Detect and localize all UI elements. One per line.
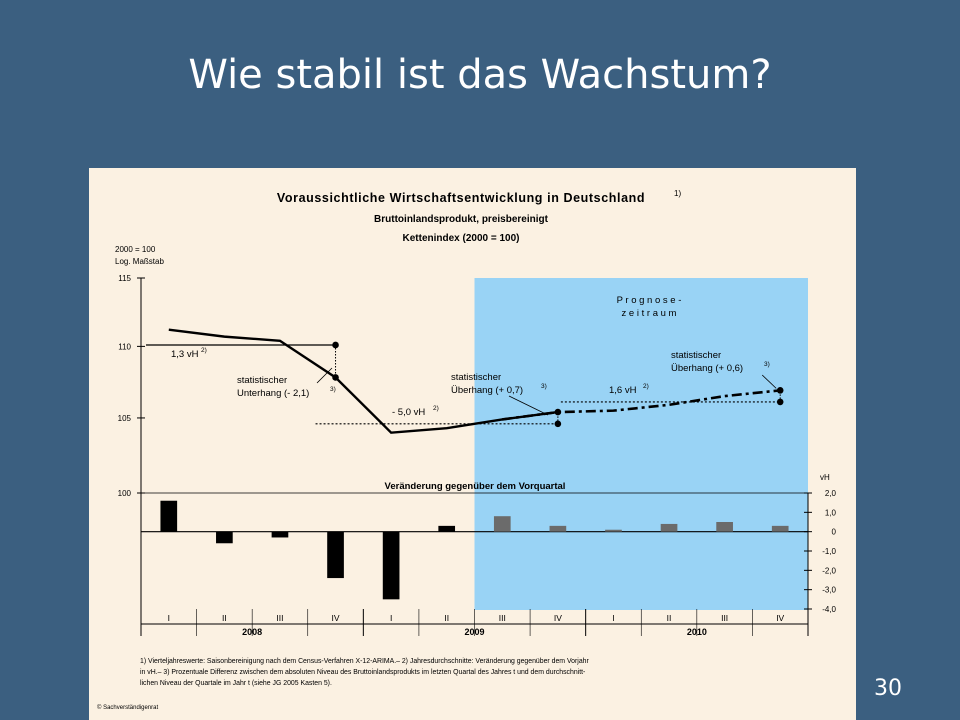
quarter-label: IV (553, 613, 562, 623)
y-axis-label-1: 2000 = 100 (115, 245, 156, 254)
line-y-tick-label: 105 (117, 413, 131, 423)
bar-y-tick-label: 0 (831, 527, 836, 537)
annotation-carry-2009-a: statistischer (451, 372, 502, 383)
footnote-line-3: lichen Niveau der Quartale im Jahr t (siehe JG 2005 Kasten 5). (140, 680, 332, 687)
annotation-avg-2009: - 5,0 vH (392, 407, 426, 418)
bar-y-tick-label: -3,0 (822, 585, 836, 595)
quarter-label: II (444, 613, 450, 623)
line-y-tick-label: 115 (118, 274, 131, 283)
bar-y-tick-label: 2,0 (824, 489, 836, 498)
quarter-label: I (612, 613, 615, 623)
carry-over-dot-quarter (332, 374, 339, 381)
bar (550, 526, 567, 532)
quarter-label: III (721, 613, 729, 623)
quarter-label: IV (776, 613, 785, 623)
annotation-carry-2009-b: Überhang (+ 0,7) (451, 385, 524, 396)
bar (716, 522, 733, 532)
annotation-carry-2009-note: 3) (541, 383, 547, 390)
bar (272, 532, 289, 538)
year-label: 2008 (242, 627, 263, 637)
bar (772, 526, 789, 532)
annotation-avg-2010: 1,6 vH (609, 385, 637, 396)
forecast-label-2: z e i t r a u m (621, 308, 677, 319)
chart-title: Voraussichtliche Wirtschaftsentwicklung in Deutschland (276, 191, 646, 205)
quarter-label: II (222, 613, 227, 623)
annotation-avg-2008-note: 2) (201, 347, 207, 354)
line-y-tick-label: 100 (117, 489, 131, 498)
year-label: 2009 (464, 627, 485, 637)
bar (438, 526, 455, 532)
forecast-label-1: P r o g n o s e - (616, 295, 682, 306)
bar-y-axis-label: vH (820, 473, 830, 482)
y-axis-label-2: Log. Maßstab (115, 257, 164, 266)
copyright-note: © Sachverständigenrat (97, 705, 159, 711)
carry-over-dot-average (555, 421, 562, 428)
chart-svg (89, 168, 856, 720)
annotation-carry-2010-note: 3) (764, 361, 770, 368)
carry-over-dot-quarter (777, 387, 784, 394)
bar (605, 530, 622, 532)
quarter-label: IV (331, 613, 340, 623)
bar-chart-title: Veränderung gegenüber dem Vorquartal (384, 481, 566, 492)
annotation-avg-2008: 1,3 vH (171, 349, 199, 360)
quarter-label: III (276, 613, 284, 623)
bar (494, 516, 511, 531)
chart-figure (89, 168, 856, 720)
chart-subtitle-1: Bruttoinlandsprodukt, preisbereinigt (374, 214, 548, 225)
bar (383, 532, 400, 600)
quarter-label: I (167, 613, 170, 623)
quarter-label: II (666, 613, 672, 623)
bar-y-tick-label: -1,0 (822, 547, 836, 556)
annotation-carry-2010-a: statistischer (671, 350, 722, 361)
slide-number: 30 (874, 676, 902, 701)
carry-over-dot-average (777, 399, 784, 406)
annotation-avg-2009-note: 2) (433, 405, 439, 412)
bar (216, 532, 233, 544)
footnote-line-1: 1) Vierteljahreswerte: Saisonbereinigung nach dem Census-Verfahren X-12-ARIMA.– 2) Jahresdurchschnitte: Veränderung gegenüber dem Vorjahr (140, 658, 589, 665)
chart-title-note: 1) (674, 189, 682, 198)
chart-subtitle-2: Kettenindex (2000 = 100) (402, 233, 520, 244)
annotation-avg-2010-note: 2) (643, 383, 649, 390)
year-label: 2010 (686, 627, 707, 637)
carry-over-dot-average (332, 342, 339, 349)
bar (327, 532, 344, 578)
annotation-carry-2008-b: Unterhang (- 2,1) (237, 388, 310, 399)
bar (160, 501, 177, 532)
annotation-carry-2008-a: statistischer (237, 375, 288, 386)
forecast-area (475, 278, 809, 610)
slide-title: Wie stabil ist das Wachstum? (188, 52, 772, 98)
annotation-carry-2008-note: 3) (330, 386, 336, 393)
quarter-label: III (498, 613, 506, 623)
bar-y-tick-label: -4,0 (822, 605, 836, 614)
quarter-label: I (389, 613, 393, 623)
bar (661, 524, 678, 532)
bar-y-tick-label: -2,0 (822, 566, 836, 576)
bar-y-tick-label: 1,0 (824, 508, 836, 518)
annotation-carry-2010-b: Überhang (+ 0,6) (671, 363, 744, 374)
carry-over-dot-quarter (555, 409, 562, 416)
line-y-tick-label: 110 (118, 342, 131, 352)
footnote-line-2: in vH.– 3) Prozentuale Differenz zwischen dem absoluten Niveau des Bruttoinlandsprodukts im letzten Quartal des Jahres t und dem durchschnitt- (140, 669, 586, 676)
